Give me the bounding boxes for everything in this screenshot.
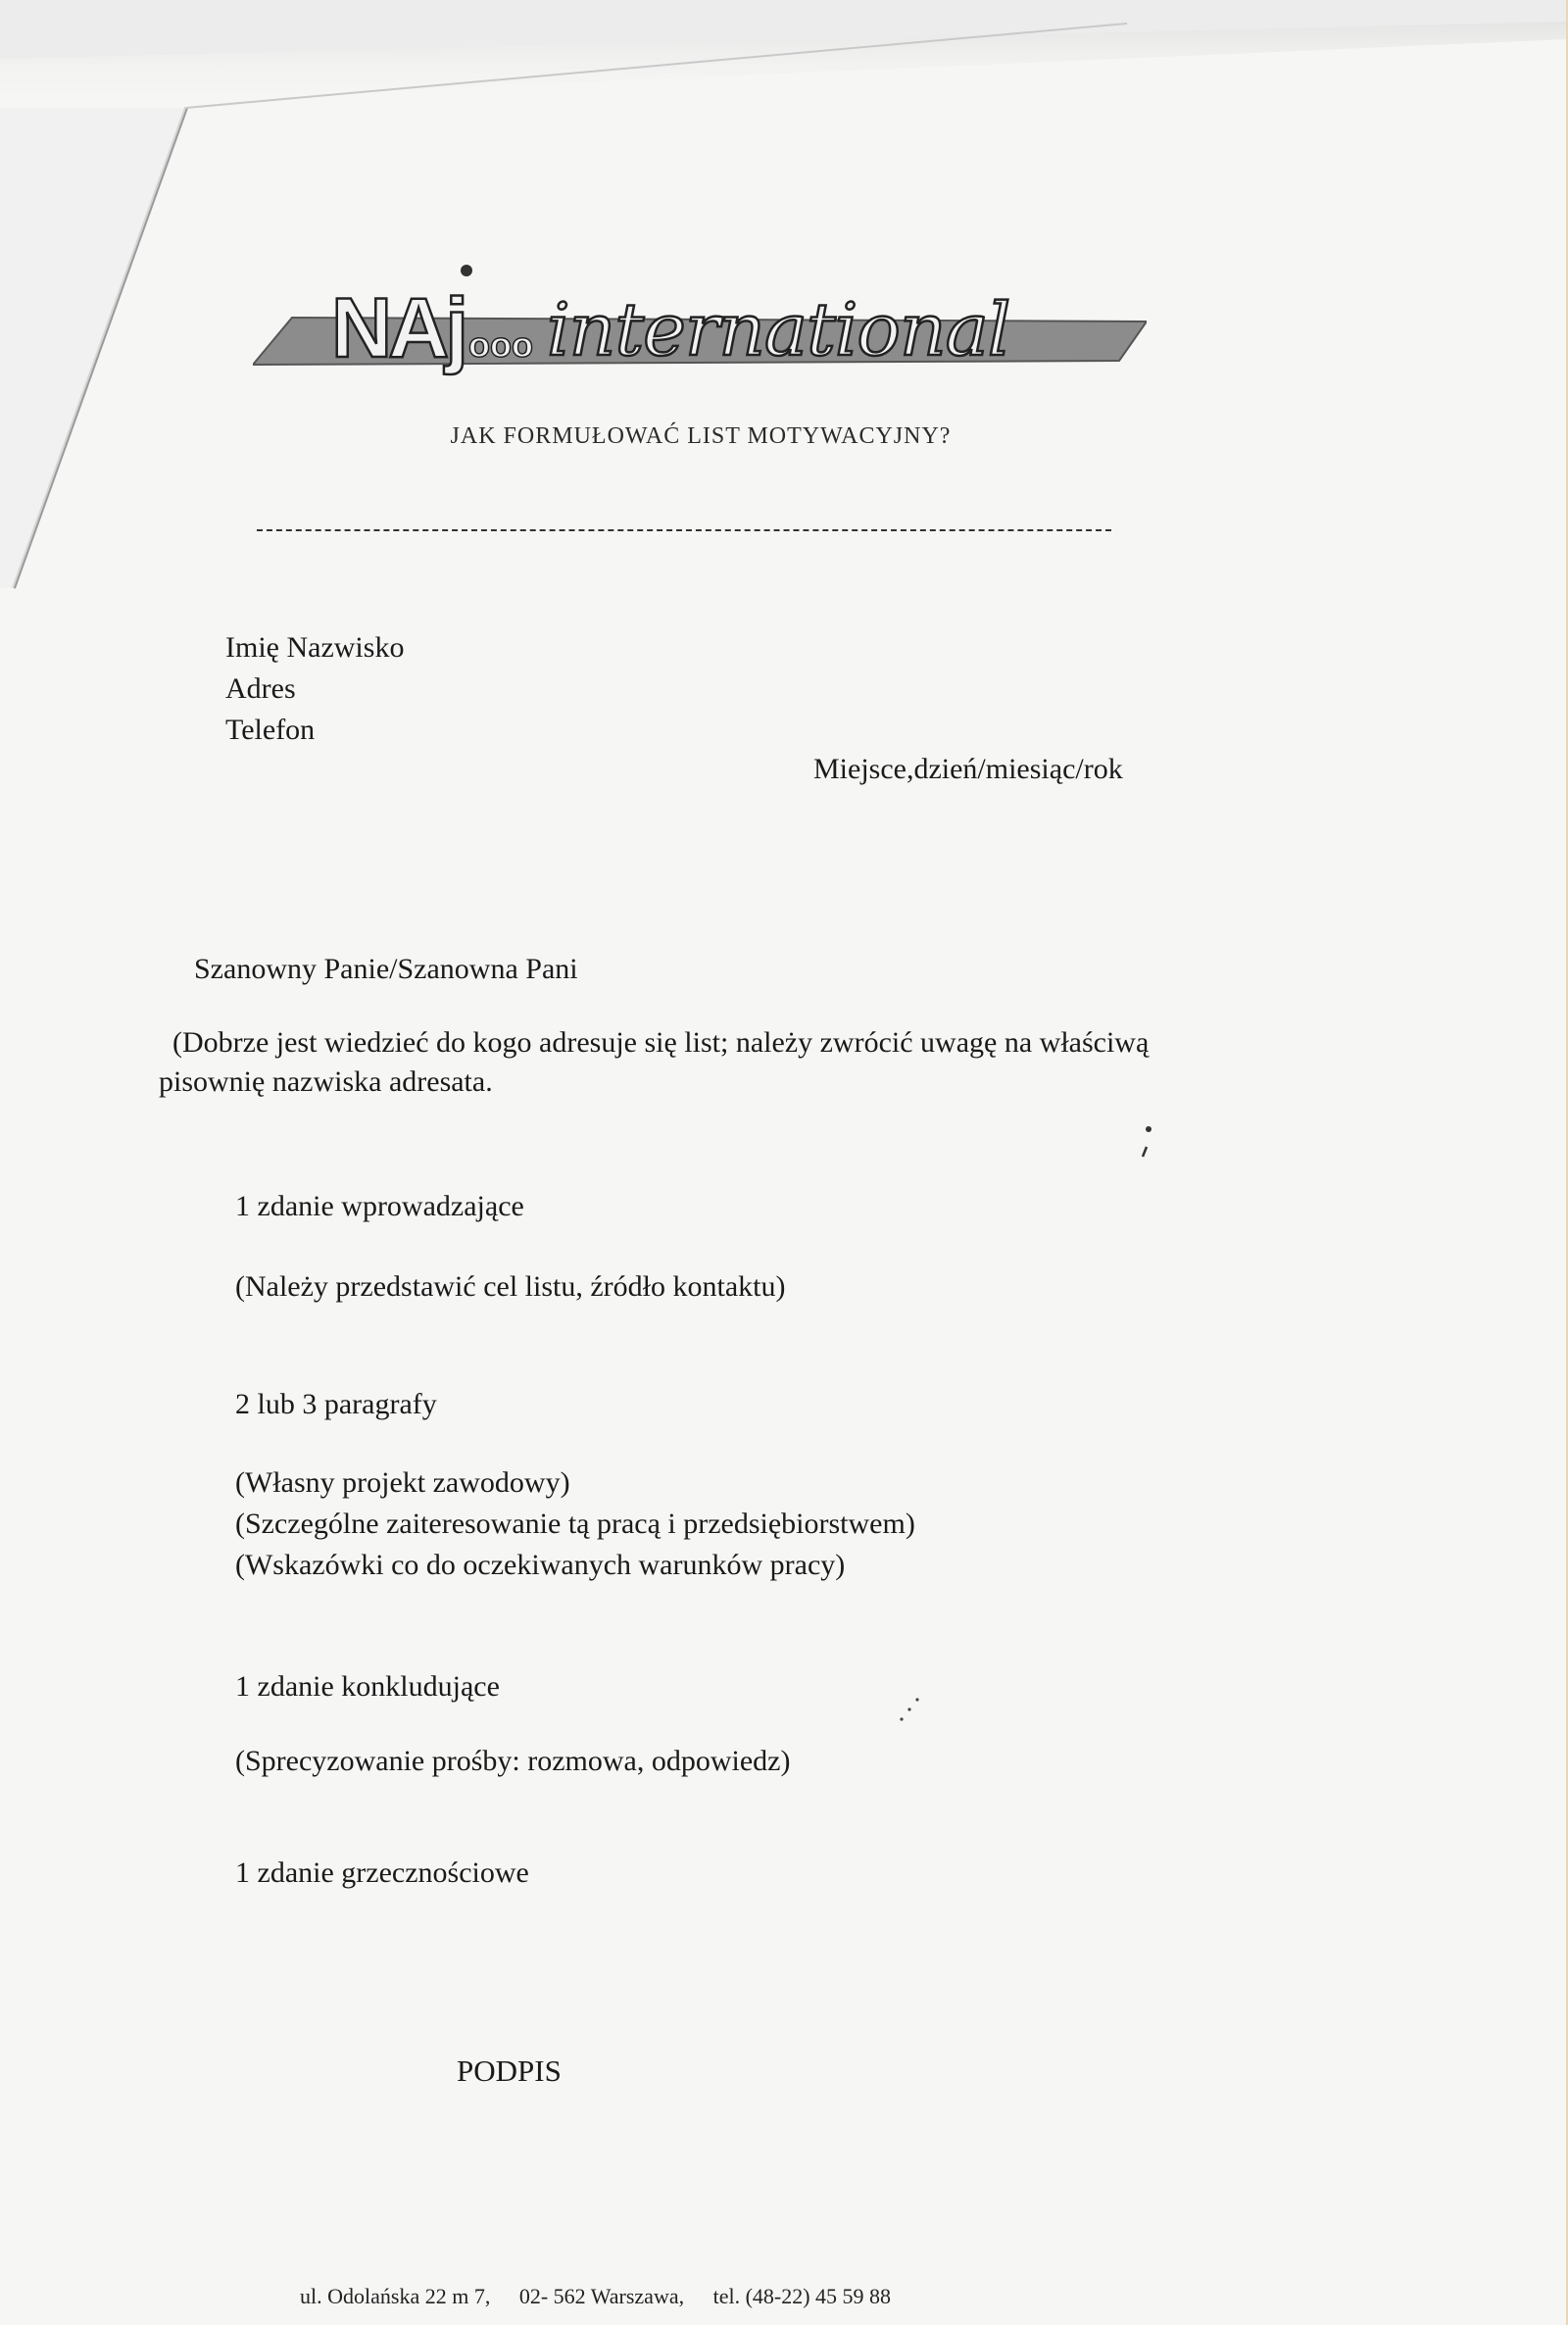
salutation: Szanowny Panie/Szanowna Pani (194, 953, 578, 985)
body-note-item: (Szczególne zaiteresowanie tą pracą i przedsiębiorstwem) (235, 1508, 915, 1540)
intro-sentence-note: (Należy przedstawić cel listu, źródło kontaktu) (235, 1270, 786, 1303)
svg-text:ooo: ooo (468, 324, 533, 365)
footer-street: ul. Odolańska 22 m 7, (300, 2284, 491, 2308)
svg-text:NAj: NAj (331, 281, 466, 375)
salutation-note-line-1: (Dobrze jest wiedzieć do kogo adresuje się list; należy zwrócić uwagę na właściwą (172, 1026, 1150, 1059)
conclusion-sentence-label: 1 zdanie konkludujące (235, 1670, 500, 1703)
body-paragraphs-label: 2 lub 3 paragrafy (235, 1388, 437, 1420)
svg-text:international: international (547, 288, 1010, 372)
intro-sentence-label: 1 zdanie wprowadzające (235, 1190, 524, 1222)
body-note-item: (Własny projekt zawodowy) (235, 1466, 570, 1499)
body-note-item: (Wskazówki co do oczekiwanych warunków pracy) (235, 1549, 846, 1581)
footer-city: 02- 562 Warszawa, (518, 2284, 685, 2308)
sender-name: Imię Nazwisko (225, 631, 405, 664)
page-title: JAK FORMUŁOWAĆ LIST MOTYWACYJNY? (450, 423, 952, 449)
courtesy-sentence-label: 1 zdanie grzecznościowe (235, 1856, 529, 1889)
footer-phone: tel. (48-22) 45 59 88 (712, 2284, 892, 2308)
conclusion-sentence-note: (Sprecyzowanie prośby: rozmowa, odpowiedz) (235, 1745, 791, 1777)
sender-phone: Telefon (225, 714, 316, 746)
place-date: Miejsce,dzień/miesiąc/rok (813, 753, 1123, 785)
signature-placeholder: PODPIS (457, 2053, 562, 2088)
salutation-note-line-2: pisownię nazwiska adresata. (159, 1065, 493, 1098)
sender-address: Adres (225, 672, 296, 705)
